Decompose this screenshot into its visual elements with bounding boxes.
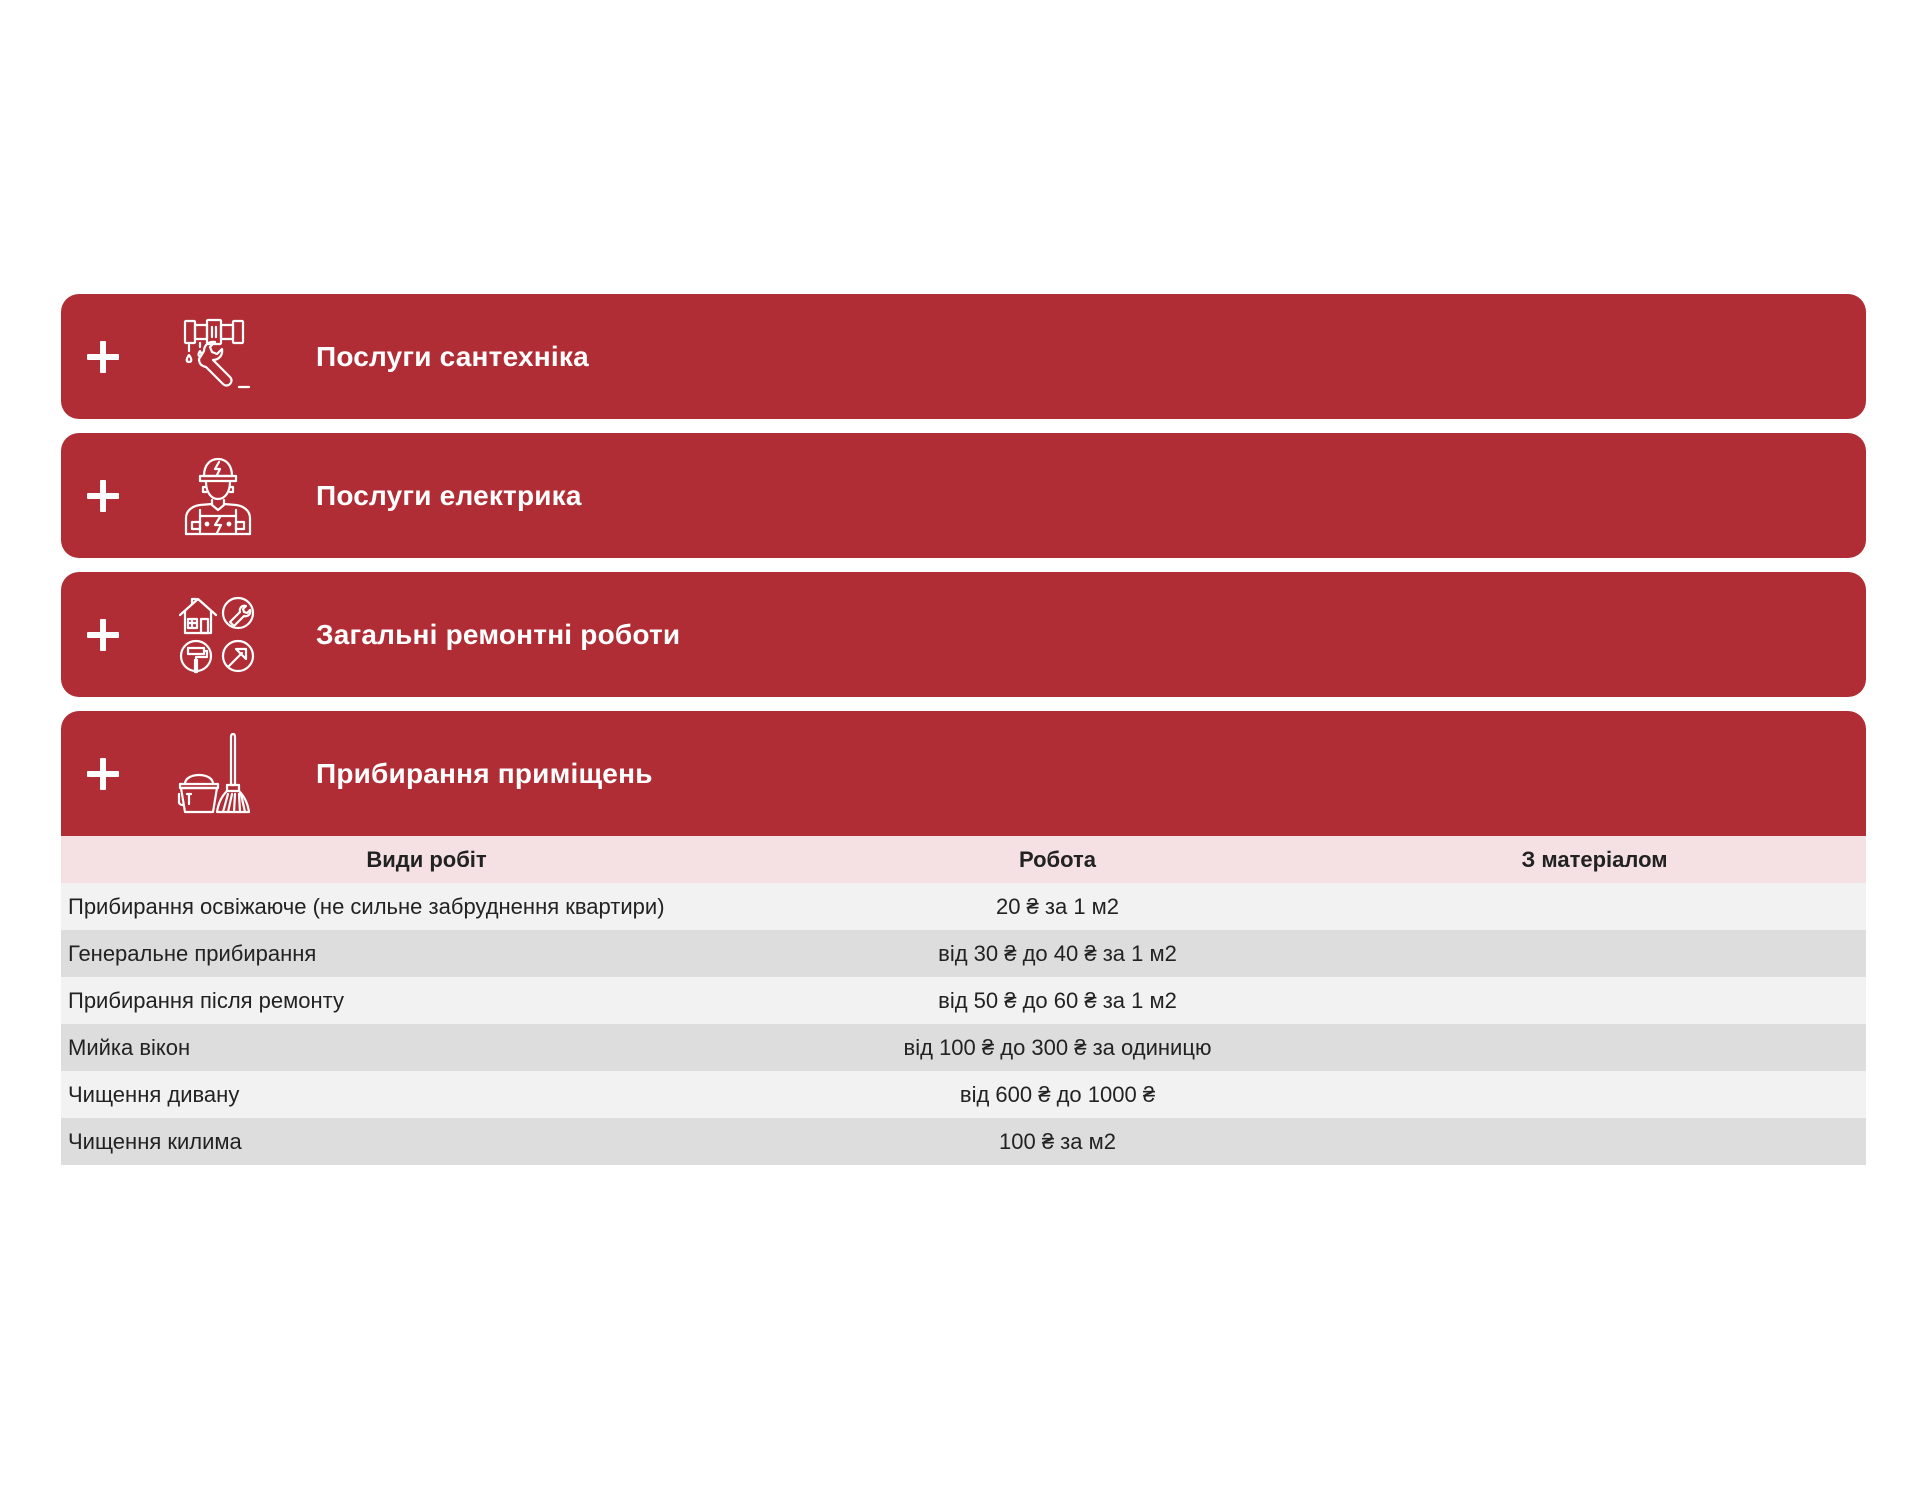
electrician-icon: [176, 454, 260, 538]
table-cell-work-type: Прибирання після ремонту: [61, 977, 792, 1024]
table-cell-with-material: [1323, 930, 1866, 977]
table-row: [61, 930, 1866, 977]
accordion-title: Послуги сантехніка: [316, 340, 589, 372]
table-cell-work-type: Чищення дивану: [61, 1071, 792, 1118]
table-cell-work-type: Генеральне прибирання: [61, 930, 792, 977]
price-table: [61, 836, 1866, 1165]
table-cell-work-type: Чищення килима: [61, 1118, 792, 1165]
accordion-header-plumbing[interactable]: [61, 294, 1866, 419]
cleaning-icon: [176, 732, 260, 816]
plus-icon[interactable]: [87, 480, 119, 512]
table-cell-work-type: Прибирання освіжаюче (не сильне забруднення квартири): [61, 883, 792, 930]
services-accordion: [61, 294, 1866, 1165]
plus-icon[interactable]: [87, 619, 119, 651]
table-cell-with-material: [1323, 883, 1866, 930]
table-cell-price: від 30 ₴ до 40 ₴ за 1 м2: [792, 930, 1323, 977]
table-cell-price: від 50 ₴ до 60 ₴ за 1 м2: [792, 977, 1323, 1024]
table-row: [61, 883, 1866, 930]
table-cell-price: від 600 ₴ до 1000 ₴: [792, 1071, 1323, 1118]
accordion-header-general-repair[interactable]: [61, 572, 1866, 697]
table-header-row: [61, 836, 1866, 883]
general-repair-icon: [176, 593, 260, 677]
plus-icon[interactable]: [87, 341, 119, 373]
accordion-header-electrician[interactable]: [61, 433, 1866, 558]
column-header-work: Робота: [792, 836, 1323, 883]
accordion-header-cleaning[interactable]: [61, 711, 1866, 836]
table-row: [61, 1118, 1866, 1165]
accordion-title: Послуги електрика: [316, 479, 582, 511]
table-cell-work-type: Мийка вікон: [61, 1024, 792, 1071]
table-cell-with-material: [1323, 977, 1866, 1024]
table-row: [61, 1071, 1866, 1118]
plus-icon[interactable]: [87, 758, 119, 790]
table-cell-with-material: [1323, 1024, 1866, 1071]
table-row: [61, 1024, 1866, 1071]
accordion-title: Прибирання приміщень: [316, 757, 653, 789]
accordion-title: Загальні ремонтні роботи: [316, 618, 681, 650]
table-cell-with-material: [1323, 1071, 1866, 1118]
table-cell-price: 20 ₴ за 1 м2: [792, 883, 1323, 930]
plumbing-icon: [176, 315, 260, 399]
table-cell-price: від 100 ₴ до 300 ₴ за одиницю: [792, 1024, 1323, 1071]
accordion-item-cleaning: [61, 711, 1866, 1165]
table-row: [61, 977, 1866, 1024]
accordion-item-plumbing: [61, 294, 1866, 419]
accordion-item-electrician: [61, 433, 1866, 558]
table-cell-price: 100 ₴ за м2: [792, 1118, 1323, 1165]
column-header-with-material: З матеріалом: [1323, 836, 1866, 883]
column-header-work-type: Види робіт: [61, 836, 792, 883]
table-cell-with-material: [1323, 1118, 1866, 1165]
accordion-item-general-repair: [61, 572, 1866, 697]
